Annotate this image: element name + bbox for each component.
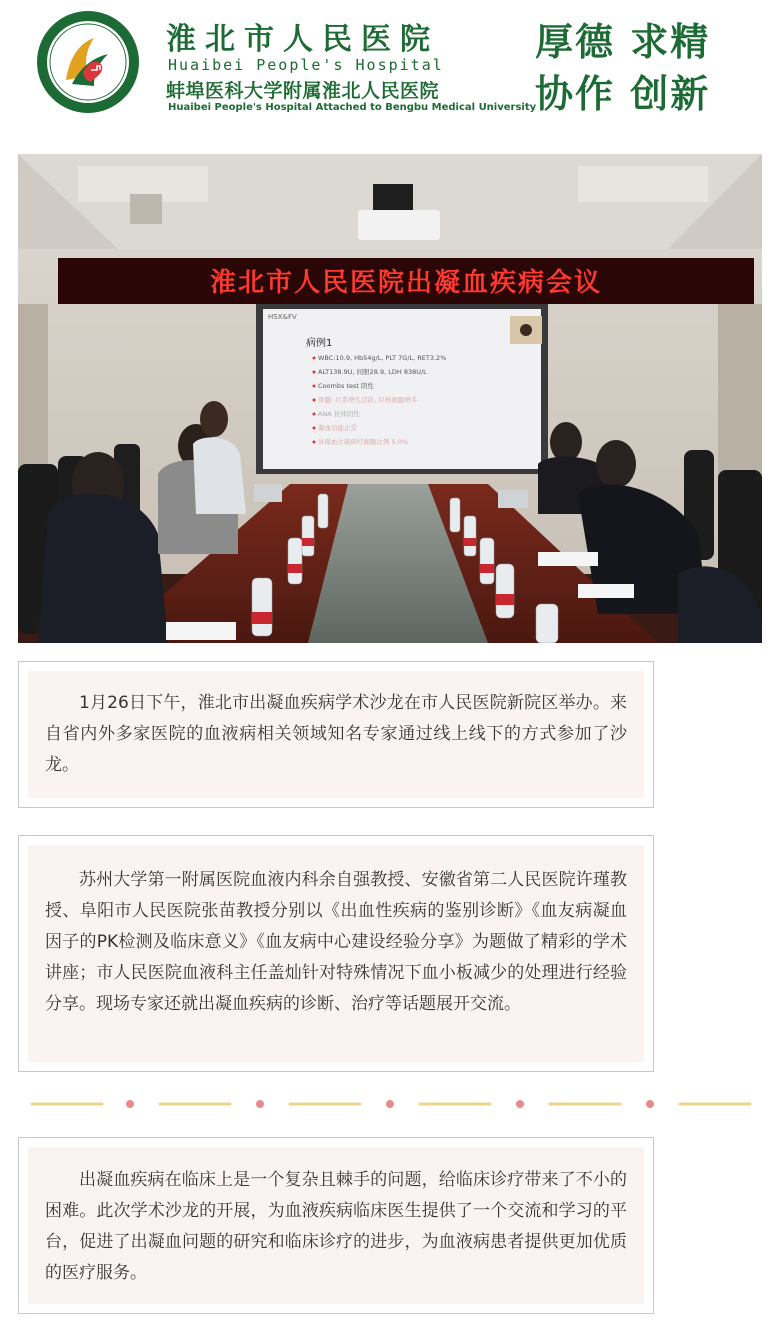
- meeting-photo: [18, 154, 762, 643]
- slide-title: 病例1: [306, 338, 333, 349]
- led-banner-text: 淮北市人民医院出凝血疾病会议: [209, 268, 603, 298]
- section-divider: [0, 1094, 777, 1114]
- article-paragraph: 1月26日下午，淮北市出凝血疾病学术沙龙在市人民医院新院区举办。来自省内外多家医院的血液病相关领域知名专家通过线上线下的方式参加了沙龙。: [45, 693, 627, 775]
- hospital-emblem-icon: [36, 10, 140, 114]
- article-paragraph-box: [18, 1137, 654, 1314]
- paragraph-background: [28, 1147, 644, 1304]
- article-paragraph: 出凝血疾病在临床上是一个复杂且棘手的问题，给临床诊疗带来了不小的困难。此次学术沙龙的开展，为血液疾病临床医生提供了一个交流和学习的平台，促进了出凝血问题的研究和临床诊疗的进步，为血液病患者提供更加优质的医疗服务。: [45, 1170, 627, 1283]
- slide-line: WBC:10.9, Hb54g/L, PLT 7G/L, RET3.2%: [318, 354, 447, 362]
- article-paragraph: 苏州大学第一附属医院血液内科余自强教授、安徽省第二人民医院许瑾教授、阜阳市人民医院张苗教授分别以《出血性疾病的鉴别诊断》《血友病凝血因子的PK检测及临床意义》《血友病中心建设经验分享》为题做了精彩的学术讲座；市人民医院血液科主任盖灿针对特殊情况下血小板减少的处理进行经验分享。现场专家还就出凝血疾病的诊断、治疗等话题展开交流。: [45, 870, 627, 1014]
- motto-line-2: 协作 创新: [535, 71, 711, 116]
- slide-line: 凝血功能正常: [318, 424, 357, 432]
- slide-line: 外周血片破碎红细胞比例 5.0%: [318, 438, 409, 446]
- paragraph-background: [28, 671, 644, 798]
- slide-line: 骨髓: 红系增生活跃, 巨核细胞增多: [318, 396, 418, 404]
- affiliation-en: Huaibei People's Hospital Attached to Bengbu Medical University: [168, 102, 537, 113]
- article-paragraph-box: [18, 661, 654, 808]
- paragraph-background: [28, 845, 644, 1062]
- hospital-motto: [535, 16, 755, 120]
- article-paragraph-box: [18, 835, 654, 1072]
- page-header: [0, 0, 777, 140]
- hospital-name-cn: 淮北市人民医院: [166, 22, 439, 57]
- slide-header: HSX&FV: [268, 313, 297, 321]
- hospital-name-en: Huaibei People's Hospital: [168, 56, 444, 74]
- hospital-title-block: [166, 14, 537, 114]
- slide-line: ALT138.9U, 间胆28.9, LDH 838U/L: [318, 368, 427, 376]
- slide-line: Coombs test 阴性: [318, 382, 374, 390]
- slide-line: ANA 抗体阴性: [318, 410, 360, 418]
- affiliation-cn: 蚌埠医科大学附属淮北人民医院: [166, 80, 440, 102]
- motto-line-1: 厚德 求精: [535, 19, 711, 64]
